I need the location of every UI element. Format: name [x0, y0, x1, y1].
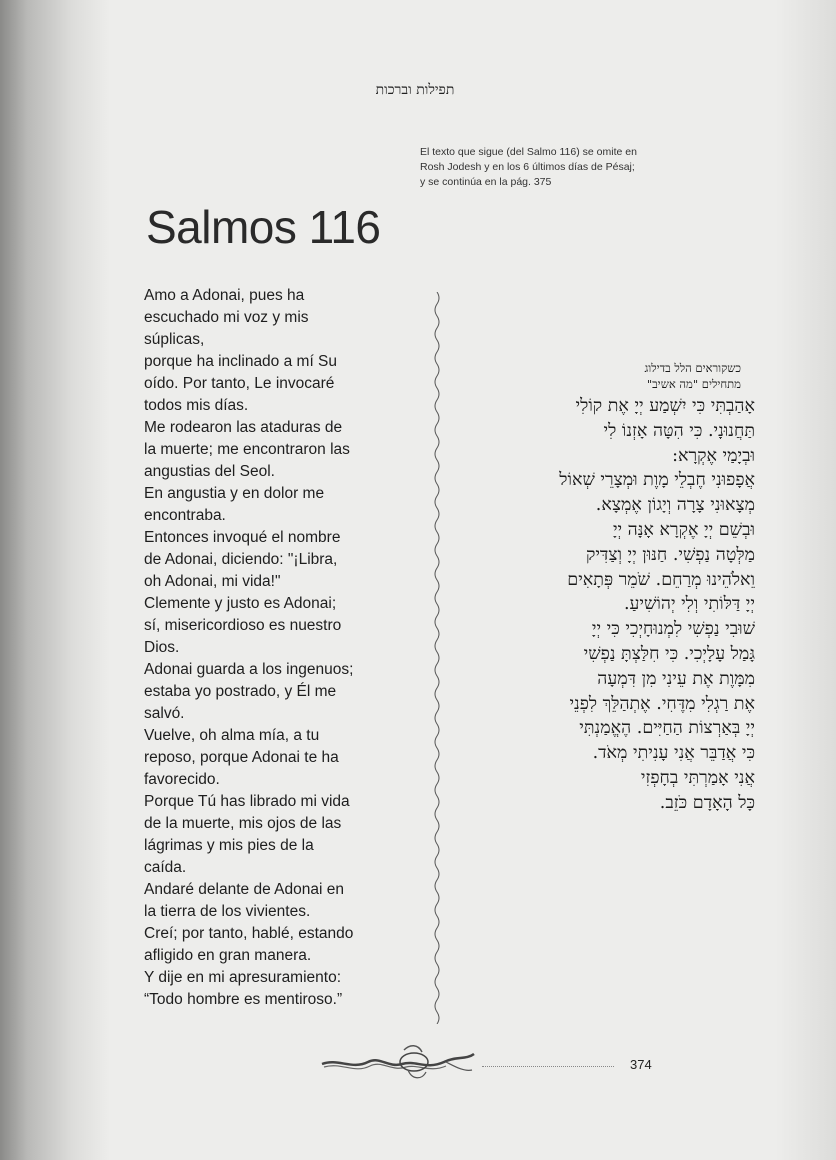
spanish-line: Adonai guarda a los ingenuos; — [144, 661, 354, 678]
spanish-line: reposo, porque Adonai te ha — [144, 749, 339, 766]
hebrew-line: מִמָּוֶת אֶת עֵינִי מִן דִּמְעָה — [597, 668, 755, 689]
spanish-line: porque ha inclinado a mí Su — [144, 353, 338, 370]
spanish-line: oído. Por tanto, Le invocaré — [144, 375, 335, 392]
spanish-line: Dios. — [144, 639, 180, 656]
spanish-line: salvó. — [144, 705, 185, 722]
spanish-line: En angustia y en dolor me — [144, 485, 325, 502]
note-line: Rosh Jodesh y en los 6 últimos días de Pésaj; — [420, 161, 635, 173]
spanish-line: de Adonai, diciendo: "¡Libra, — [144, 551, 338, 568]
spanish-line: todos mis días. — [144, 397, 249, 414]
spanish-line: Creí; por tanto, hablé, estando — [144, 925, 354, 942]
spanish-line: Me rodearon las ataduras de — [144, 419, 343, 436]
hebrew-line: גָּמַל עָלָיְכִי. כִּי חִלַּצְתָּ נַפְשִׁי — [583, 643, 755, 664]
running-head: תפילות וברכות — [375, 82, 455, 98]
hebrew-line: כָּל הָאָדָם כֹּזֵב. — [659, 792, 755, 813]
book-gutter-shadow — [0, 0, 110, 1160]
hebrew-line: אֲנִי אָמַרְתִּי בְחָפְזִי — [640, 767, 755, 788]
hebrew-line: מְצָאוּנִי צָרָה וְיָגוֹן אֶמְצָא. — [595, 495, 755, 516]
spanish-line: la tierra de los vivientes. — [144, 903, 311, 920]
hebrew-psalm — [455, 394, 755, 816]
note-line: El texto que sigue (del Salmo 116) se omite en — [420, 146, 637, 158]
hebrew-instruction — [455, 360, 741, 392]
spanish-line: súplicas, — [144, 331, 205, 348]
hebrew-text — [455, 360, 755, 816]
hebrew-note-line: מתחילים "מה אשיב" — [646, 377, 741, 391]
hebrew-line: כִּי אֲדַבֵּר אֲנִי עָנִיתִי מְאֹד. — [592, 743, 755, 764]
footer-rule — [482, 1066, 614, 1067]
spanish-line: caída. — [144, 859, 187, 876]
hebrew-line: וּבְשֵׁם יְיָ אֶקְרָא אָנָּה יְיָ — [612, 519, 755, 540]
hebrew-line: אָהַבְתִּי כִּי יִשְׁמַע יְיָ אֶת קוֹלִי — [575, 396, 755, 416]
hebrew-line: יְיָ דַּלּוֹתִי וְלִי יְהוֹשִׁיעַ. — [623, 594, 755, 615]
hebrew-note-line: כשקוראים הלל בדילוג — [644, 361, 741, 375]
hebrew-line: שׁוּבִי נַפְשִׁי לִמְנוּחָיְכִי כִּי יְיָ — [591, 619, 755, 640]
spanish-line: de la muerte, mis ojos de las — [144, 815, 342, 832]
spanish-line: escuchado mi voz y mis — [144, 309, 309, 326]
spanish-line: lágrimas y mis pies de la — [144, 837, 314, 854]
spanish-text — [144, 285, 394, 1011]
spanish-line: angustias del Seol. — [144, 463, 275, 480]
hebrew-line: תַּחֲנוּנָי. כִּי הִטָּה אָזְנוֹ לִי — [603, 420, 755, 441]
spanish-line: sí, misericordioso es nuestro — [144, 617, 342, 634]
spanish-line: afligido en gran manera. — [144, 947, 312, 964]
spanish-line: estaba yo postrado, y Él me — [144, 683, 337, 700]
wavy-column-divider — [432, 292, 442, 1024]
hebrew-line: אֶת רַגְלִי מִדֶּחִי. אֶתְהַלֵּךְ לִפְנֵי — [569, 693, 755, 714]
spanish-line: Clemente y justo es Adonai; — [144, 595, 337, 612]
spanish-line: Porque Tú has librado mi vida — [144, 793, 350, 810]
hebrew-line: אֲפָפוּנִי חֶבְלֵי מָוֶת וּמְצָרֵי שְׁאוֹל — [559, 470, 755, 491]
spanish-line: Vuelve, oh alma mía, a tu — [144, 727, 320, 744]
spanish-line: encontraba. — [144, 507, 226, 524]
page-title: Salmos 116 — [146, 201, 381, 253]
spanish-line: Entonces invoqué el nombre — [144, 529, 341, 546]
note-line: y se continúa en la pág. 375 — [420, 176, 552, 188]
hebrew-line: מַלְּטָה נַפְשִׁי. חַנּוּן יְיָ וְצַדִּיק — [585, 544, 755, 565]
spanish-line: Amo a Adonai, pues ha — [144, 287, 305, 304]
spanish-line: la muerte; me encontraron las — [144, 441, 350, 458]
spanish-line: Andaré delante de Adonai en — [144, 881, 344, 898]
spanish-line: oh Adonai, mi vida!" — [144, 573, 281, 590]
spanish-line: “Todo hombre es mentiroso.” — [144, 991, 343, 1008]
ribbon-ornament — [318, 1040, 478, 1084]
spanish-line: Y dije en mi apresuramiento: — [144, 969, 342, 986]
spanish-line: favorecido. — [144, 771, 220, 788]
omission-note — [420, 145, 720, 190]
hebrew-line: יְיָ בְּאַרְצוֹת הַחַיִּים. הֶאֱמַנְתִּי — [579, 718, 755, 739]
hebrew-line: וּבְיָמַי אֶקְרָא: — [672, 445, 755, 466]
page-number: 374 — [630, 1057, 652, 1072]
page-edge-shadow — [776, 0, 836, 1160]
hebrew-line: וֵאלֹהֵינוּ מְרַחֵם. שֹׁמֵר פְּתָאִים — [567, 569, 755, 590]
